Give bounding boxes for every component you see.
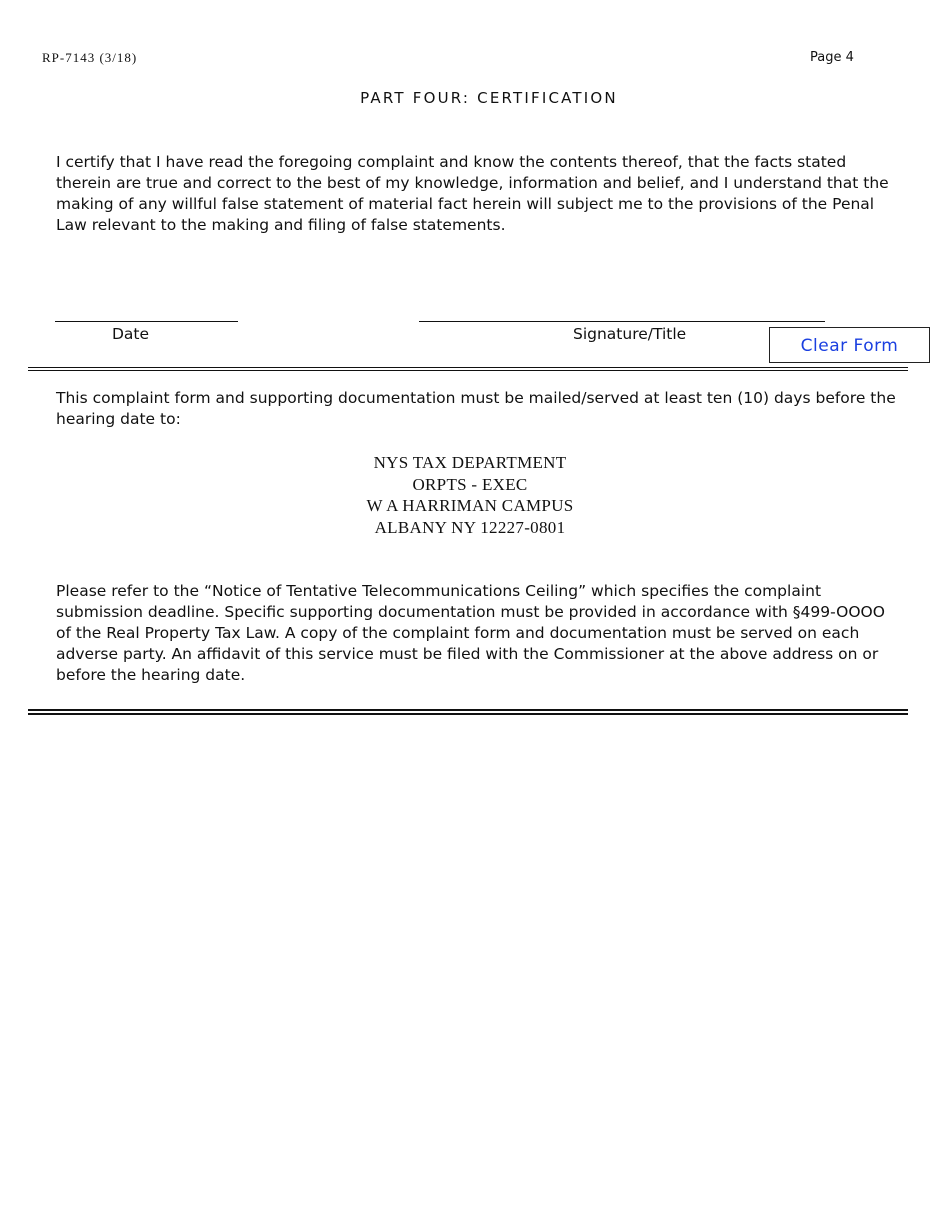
certification-statement: I certify that I have read the foregoing complaint and know the contents thereof, that the facts stated therein are true and correct to the best of my knowledge, information and belief, and I understand that the making of any willful false statement of material fact herein will subject me to the provisions of the Penal Law relevant to the making and filing of false statements.	[56, 153, 889, 234]
date-field[interactable]	[55, 321, 238, 322]
bottom-divider	[28, 709, 908, 715]
page-number: Page 4	[810, 50, 854, 65]
clear-form-button[interactable]: Clear Form	[769, 327, 930, 363]
section-divider	[28, 367, 908, 371]
mailing-instruction: This complaint form and supporting documentation must be mailed/served at least ten (10) days before the hearing date to:	[56, 389, 896, 428]
address-line: W A HARRIMAN CAMPUS	[366, 496, 574, 515]
address-line: ALBANY NY 12227-0801	[374, 517, 566, 537]
address-line: NYS TAX DEPARTMENT	[373, 453, 567, 472]
signature-field[interactable]	[419, 321, 825, 322]
address-line: ORPTS - EXEC	[412, 474, 528, 494]
section-title: PART FOUR: CERTIFICATION	[360, 89, 618, 107]
notice-paragraph: Please refer to the “Notice of Tentative Telecommunications Ceiling” which specifies the complaint submission deadline. Specific supporting documentation must be provided in accordance with §499-OOOO of the Real Property Tax Law. A copy of the complaint form and documentation must be served on each adverse party. An affidavit of this service must be filed with the Commissioner at the above address on or before the hearing date.	[56, 582, 885, 684]
mailing-address	[0, 452, 940, 538]
signature-title-label: Signature/Title	[573, 325, 687, 343]
date-label: Date	[112, 325, 150, 343]
form-number: RP-7143 (3/18)	[42, 50, 138, 65]
